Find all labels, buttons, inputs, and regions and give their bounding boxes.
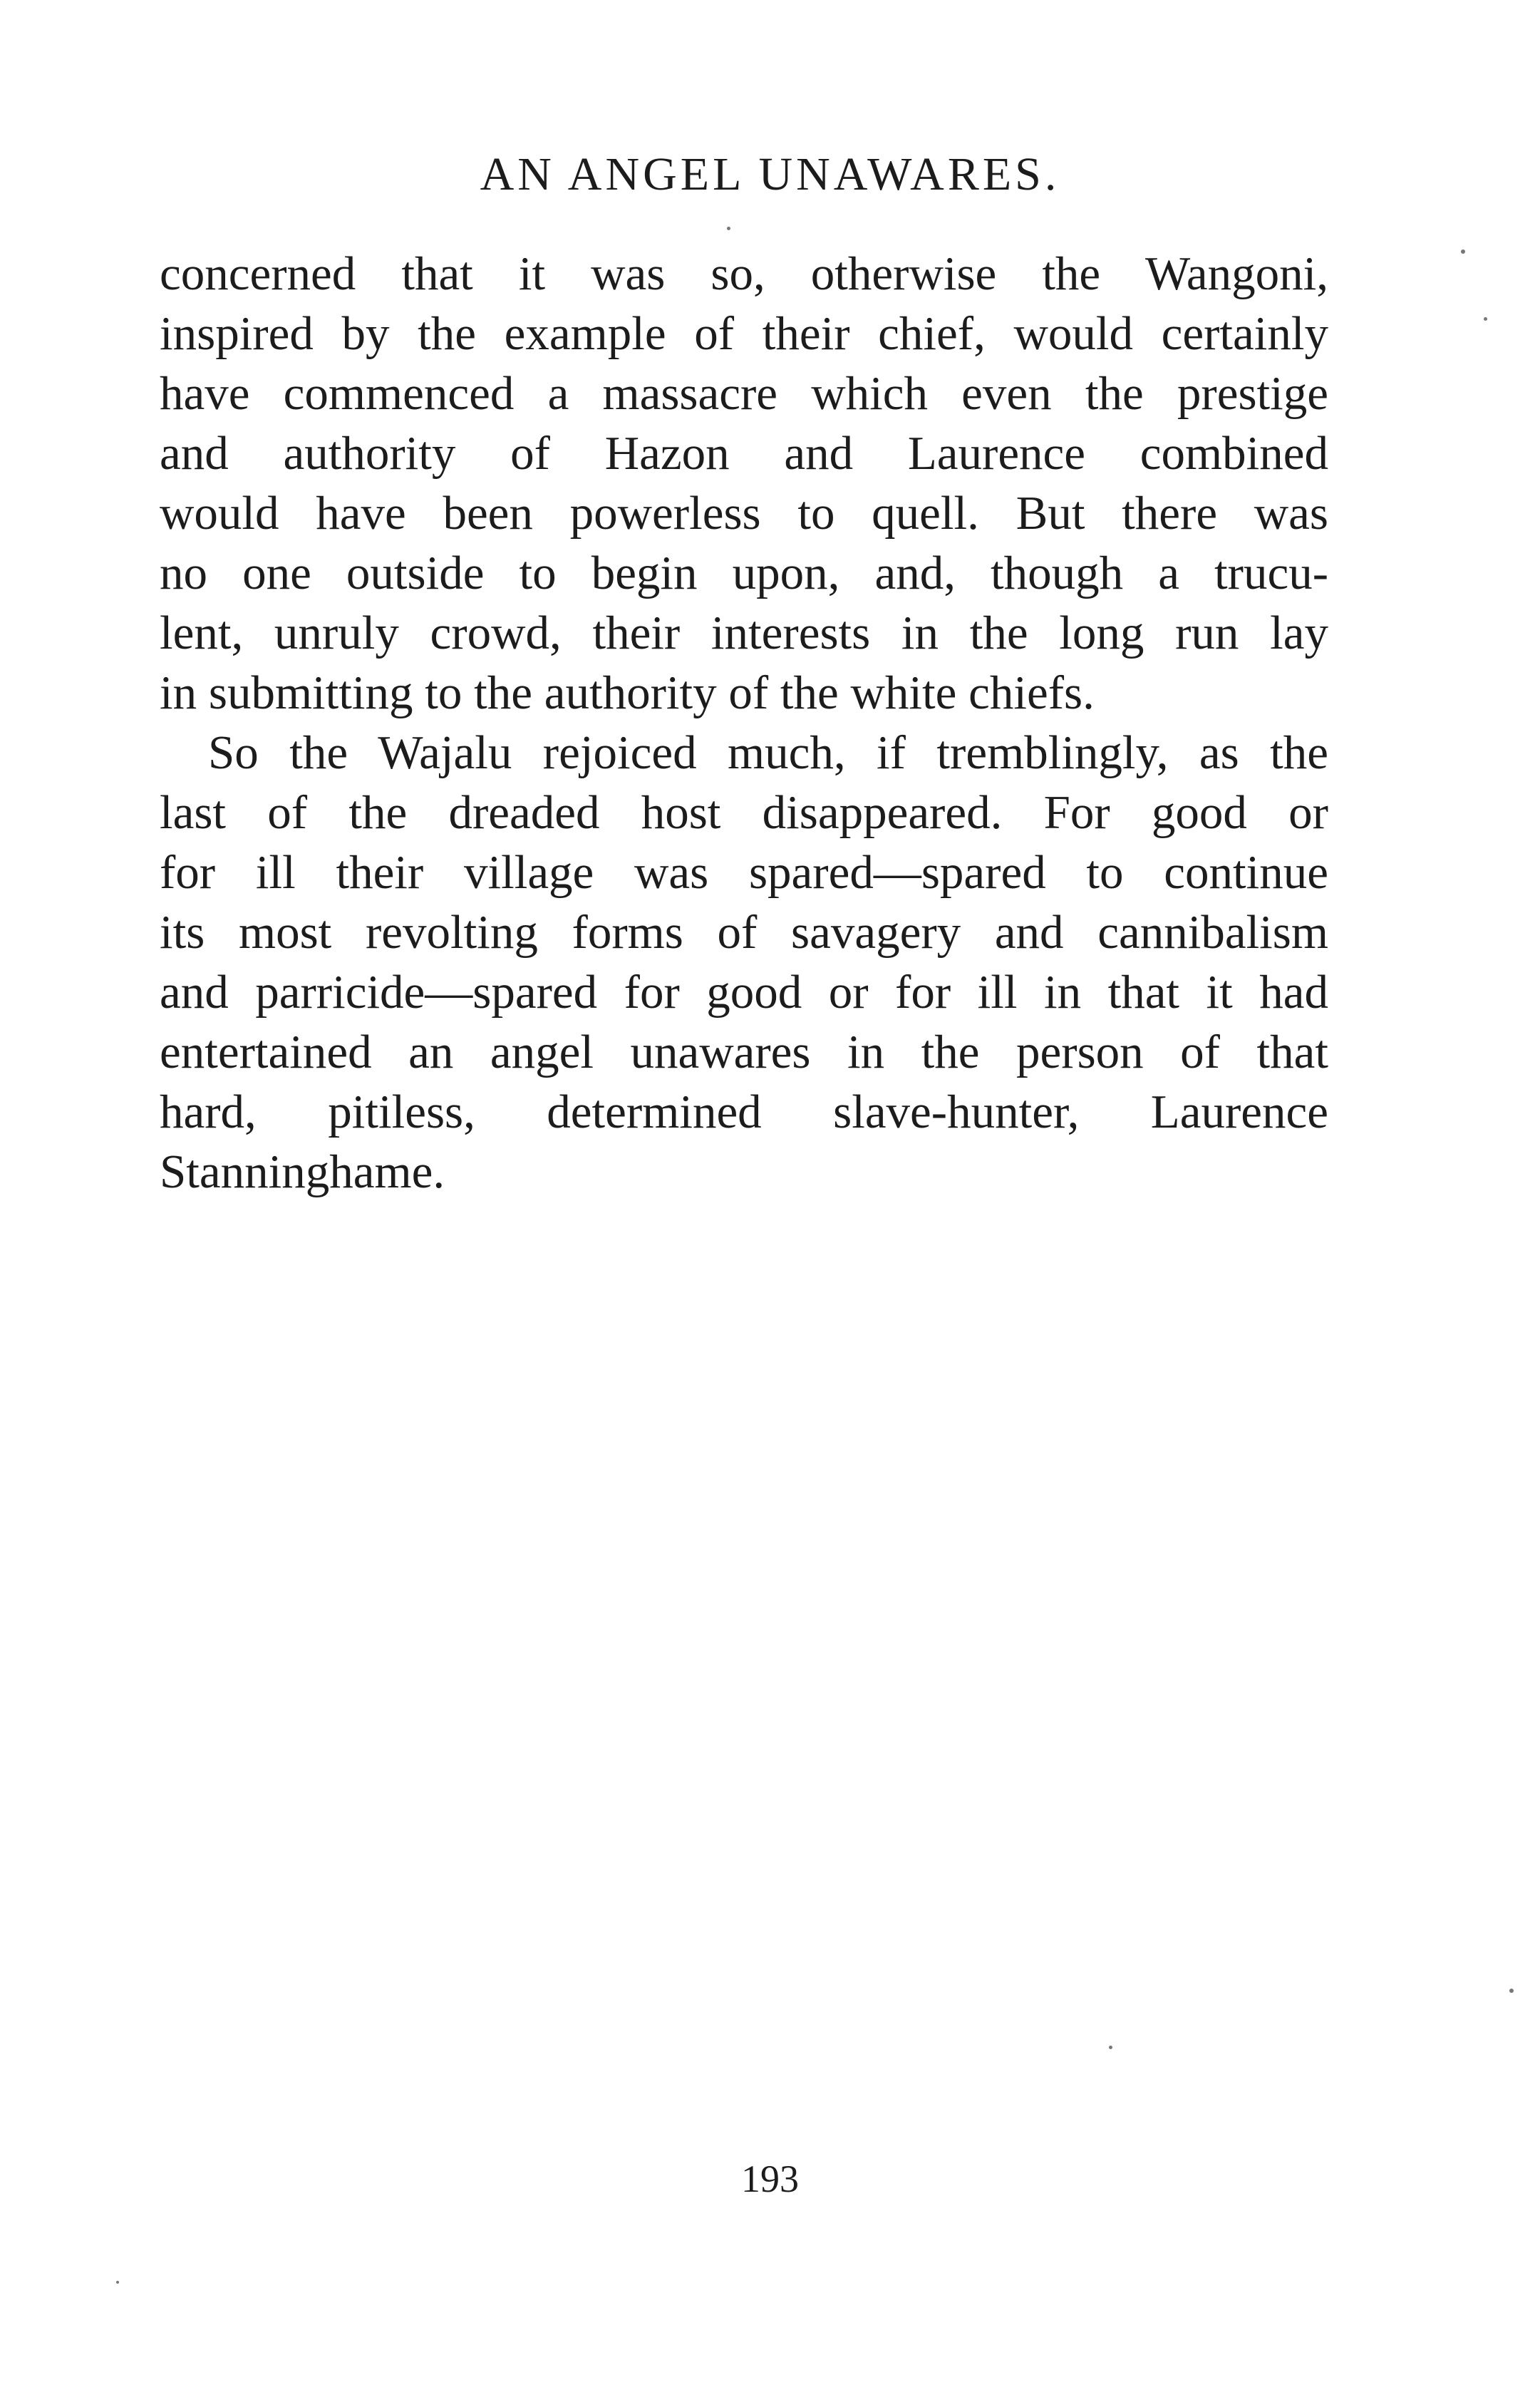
scan-speck [1461,249,1465,254]
text-line: entertained an angel unawares in the person of that [160,1026,1328,1078]
running-head: AN ANGEL UNAWARES. [480,148,1060,200]
text-line: Stanninghame. [160,1145,445,1198]
scan-speck [1484,317,1487,321]
text-line: no one outside to begin upon, and, though a trucu- [160,547,1328,599]
text-line: would have been powerless to quell. But there was [160,487,1328,540]
text-line: in submitting to the authority of the white chiefs. [160,666,1095,719]
text-line: last of the dreaded host disappeared. For good or [160,786,1328,839]
text-line: So the Wajalu rejoiced much, if tremblingly, as the [208,726,1328,779]
text-line: hard, pitiless, determined slave-hunter, Laurence [160,1086,1328,1138]
text-line: and authority of Hazon and Laurence combined [160,427,1328,480]
scan-speck [1109,2046,1112,2049]
scan-speck [727,227,730,230]
text-line: its most revolting forms of savagery and cannibalism [160,906,1328,959]
text-line: have commenced a massacre which even the prestige [160,367,1328,420]
body-text [160,244,1328,1202]
text-line: lent, unruly crowd, their interests in the long run lay [160,607,1328,659]
scan-speck [116,2281,119,2284]
text-line: concerned that it was so, otherwise the Wangoni, [160,247,1328,300]
scan-speck [1509,1989,1514,1993]
text-line: for ill their village was spared—spared to continue [160,846,1328,899]
page-number: 193 [741,2158,799,2200]
text-line: inspired by the example of their chief, would certainly [160,307,1328,360]
text-line: and parricide—spared for good or for ill in that it had [160,966,1328,1019]
